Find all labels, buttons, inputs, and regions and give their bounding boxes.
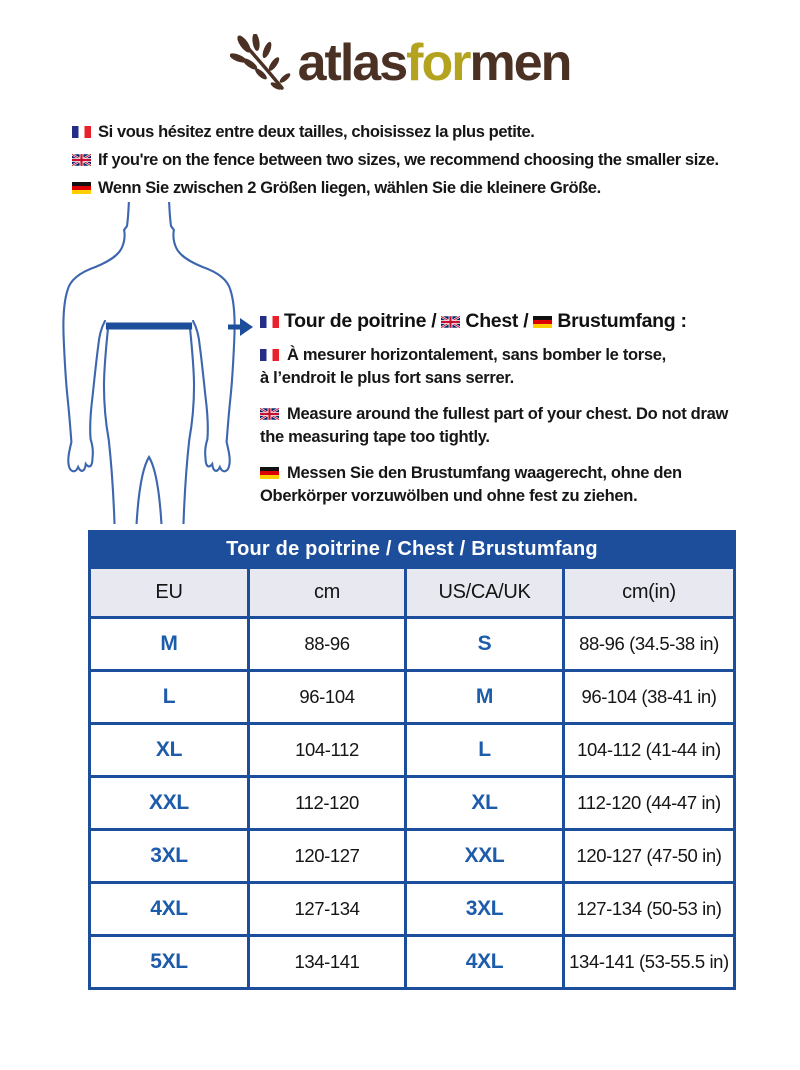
measurement-cell: 120-127: [249, 830, 406, 883]
table-title: Tour de poitrine / Chest / Brustumfang: [90, 532, 735, 568]
size-cell: 5XL: [90, 936, 249, 989]
column-header-uscauk: US/CA/UK: [406, 568, 564, 618]
measure-para-en: [260, 403, 750, 449]
measurement-cell: 96-104: [249, 671, 406, 724]
advice-text-fr: Si vous hésitez entre deux tailles, choisissez la plus petite.: [98, 123, 535, 141]
heading-en: Chest /: [465, 310, 529, 332]
size-cell: XL: [90, 724, 249, 777]
table-row: [90, 883, 735, 936]
measure-text-en-2: the measuring tape too tightly.: [260, 428, 490, 446]
measurement-cell: 104-112 (41-44 in): [564, 724, 735, 777]
heading-fr: Tour de poitrine /: [284, 310, 437, 332]
arrow-right-icon: [227, 316, 253, 343]
measurement-cell: 112-120: [249, 777, 406, 830]
measurement-cell: 127-134 (50-53 in): [564, 883, 735, 936]
uk-flag-icon: [441, 316, 460, 328]
column-header-cmin: cm(in): [564, 568, 735, 618]
measure-para-de: [260, 462, 750, 508]
germany-flag-icon: [72, 182, 91, 194]
brand-wordmark: [297, 34, 571, 92]
heading-de: Brustumfang :: [557, 310, 687, 332]
table-row: [90, 618, 735, 671]
size-cell: M: [406, 671, 564, 724]
column-header-cm: cm: [249, 568, 406, 618]
measure-text-de-2: Oberkörper vorzuwölben und ohne fest zu ziehen.: [260, 487, 638, 505]
leaf-branch-icon: [230, 34, 292, 92]
measurement-cell: 134-141 (53-55.5 in): [564, 936, 735, 989]
body-outline-figure: [58, 202, 240, 529]
uk-flag-icon: [72, 154, 91, 166]
size-cell: 3XL: [90, 830, 249, 883]
table-row: [90, 830, 735, 883]
measurement-cell: 127-134: [249, 883, 406, 936]
france-flag-icon: [260, 349, 279, 361]
size-cell: L: [406, 724, 564, 777]
size-cell: XXL: [90, 777, 249, 830]
table-row: [90, 777, 735, 830]
measurement-cell: 112-120 (44-47 in): [564, 777, 735, 830]
germany-flag-icon: [260, 467, 279, 479]
column-header-eu: EU: [90, 568, 249, 618]
uk-flag-icon: [260, 408, 279, 420]
measure-text-fr-1: À mesurer horizontalement, sans bomber le torse,: [287, 346, 666, 364]
measurement-cell: 88-96 (34.5-38 in): [564, 618, 735, 671]
table-row: [90, 936, 735, 989]
size-cell: S: [406, 618, 564, 671]
advice-line-de: [72, 174, 719, 202]
size-chart-table: [88, 530, 736, 990]
france-flag-icon: [72, 126, 91, 138]
measurement-cell: 134-141: [249, 936, 406, 989]
measurement-cell: 96-104 (38-41 in): [564, 671, 735, 724]
brand-part-for: for: [406, 34, 470, 92]
brand-logo: [0, 34, 800, 92]
brand-part-men: men: [469, 34, 571, 92]
size-cell: XXL: [406, 830, 564, 883]
table-title-row: [90, 532, 735, 568]
measurement-cell: 104-112: [249, 724, 406, 777]
measurement-cell: 120-127 (47-50 in): [564, 830, 735, 883]
advice-line-fr: [72, 118, 719, 146]
size-cell: M: [90, 618, 249, 671]
size-cell: 3XL: [406, 883, 564, 936]
measure-text-de-1: Messen Sie den Brustumfang waagerecht, ohne den: [287, 464, 682, 482]
size-cell: XL: [406, 777, 564, 830]
measurement-heading: [260, 310, 750, 333]
france-flag-icon: [260, 316, 279, 328]
measure-para-fr: [260, 344, 750, 390]
size-cell: 4XL: [406, 936, 564, 989]
measurement-cell: 88-96: [249, 618, 406, 671]
size-advice-block: [72, 118, 719, 202]
measurement-block: [260, 310, 750, 521]
measure-text-en-1: Measure around the fullest part of your chest. Do not draw: [287, 405, 728, 423]
advice-line-en: [72, 146, 719, 174]
advice-text-de: Wenn Sie zwischen 2 Größen liegen, wählen Sie die kleinere Größe.: [98, 179, 601, 197]
size-table-body: [90, 618, 735, 989]
size-cell: 4XL: [90, 883, 249, 936]
brand-part-atlas: atlas: [297, 34, 407, 92]
measure-text-fr-2: à l’endroit le plus fort sans serrer.: [260, 369, 514, 387]
advice-text-en: If you're on the fence between two sizes, we recommend choosing the smaller size.: [98, 151, 719, 169]
table-row: [90, 724, 735, 777]
table-row: [90, 671, 735, 724]
size-cell: L: [90, 671, 249, 724]
table-header-row: [90, 568, 735, 618]
germany-flag-icon: [533, 316, 552, 328]
